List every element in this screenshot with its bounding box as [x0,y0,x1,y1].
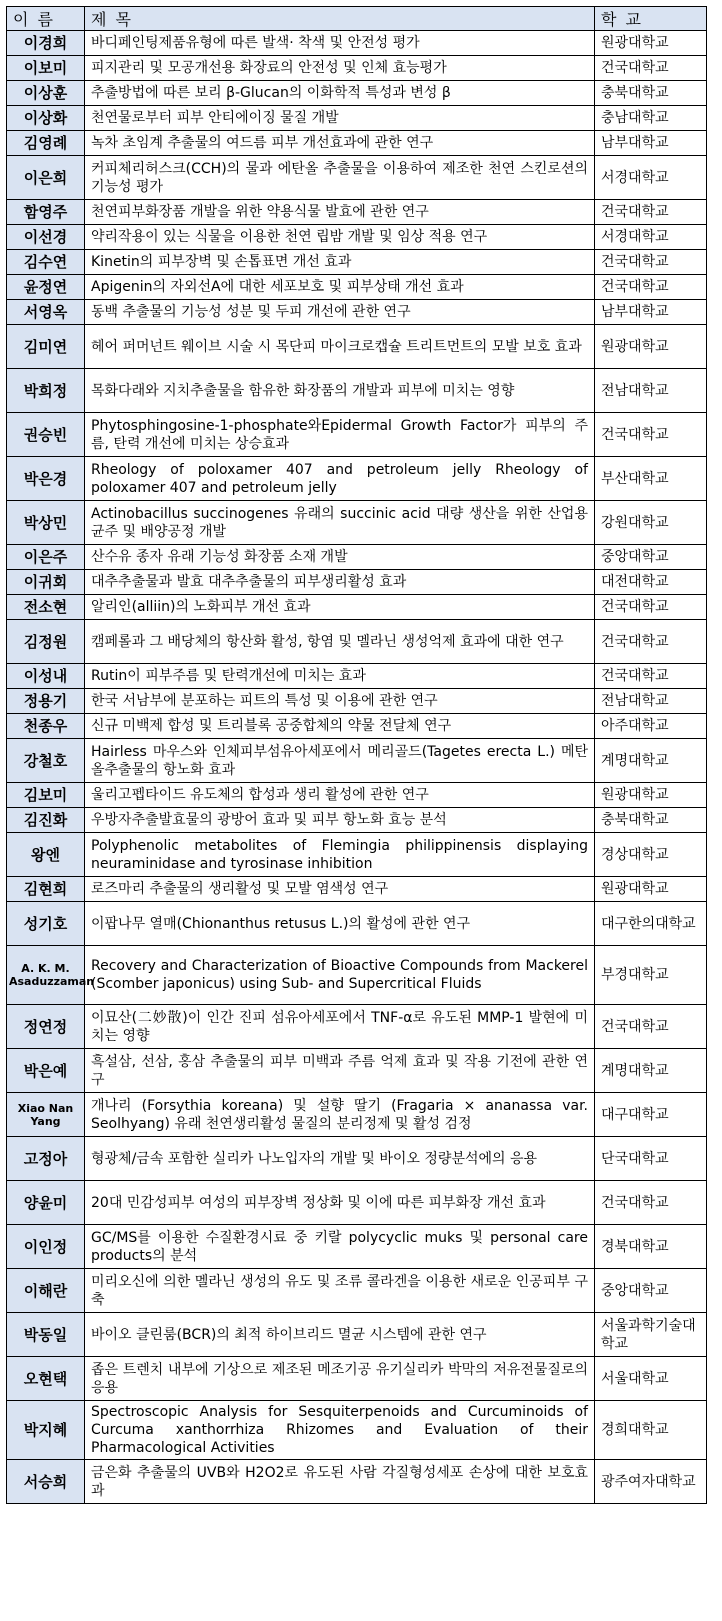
thesis-title: 동백 추출물의 기능성 성분 및 두피 개선에 관한 연구 [85,300,595,325]
thesis-title: 좁은 트렌치 내부에 기상으로 제조된 메조기공 유기실리카 박막의 저유전물질로의 응용 [85,1357,595,1401]
header-name: 이 름 [7,7,85,31]
table-row [7,902,707,946]
school-name: 계명대학교 [595,1049,707,1093]
table-row [7,1313,707,1357]
table-row [7,689,707,714]
thesis-title: 목화다래와 지치추출물을 함유한 화장품의 개발과 피부에 미치는 영향 [85,369,595,413]
author-name: 정연정 [7,1005,85,1049]
school-name: 충북대학교 [595,81,707,106]
table-row [7,156,707,200]
school-name: 전남대학교 [595,689,707,714]
thesis-title: 개나리 (Forsythia koreana) 및 설향 딸기 (Fragaria × ananassa var. Seolhyang) 유래 천연생리활성 물질의 분리정제 및 활성 검정 [85,1093,595,1137]
table-row [7,300,707,325]
thesis-title: Rheology of poloxamer 407 and petroleum jelly Rheology of poloxamer 407 and petroleum jelly [85,457,595,501]
school-name: 건국대학교 [595,664,707,689]
school-name: 원광대학교 [595,877,707,902]
table-row [7,501,707,545]
table-row [7,877,707,902]
table-row [7,1137,707,1181]
thesis-title: 우방자추출발효물의 광방어 효과 및 피부 항노화 효능 분석 [85,808,595,833]
table-header-row [7,7,707,31]
table-row [7,664,707,689]
school-name: 충북대학교 [595,808,707,833]
author-name: 김수연 [7,250,85,275]
school-name: 단국대학교 [595,1137,707,1181]
table-row [7,1401,707,1460]
table-row [7,739,707,783]
thesis-title: 피지관리 및 모공개선용 화장료의 안전성 및 인체 효능평가 [85,56,595,81]
table-row [7,131,707,156]
table-row [7,1357,707,1401]
school-name: 아주대학교 [595,714,707,739]
author-name: 양윤미 [7,1181,85,1225]
thesis-title: 흑설삼, 선삼, 홍삼 추출물의 피부 미백과 주름 억제 효과 및 작용 기전에 관한 연구 [85,1049,595,1093]
author-name: 김진화 [7,808,85,833]
school-name: 강원대학교 [595,501,707,545]
school-name: 원광대학교 [595,325,707,369]
school-name: 전남대학교 [595,369,707,413]
table-row [7,200,707,225]
thesis-title: 커피체리허스크(CCH)의 물과 에탄올 추출물을 이용하여 제조한 천연 스킨로션의 기능성 평가 [85,156,595,200]
school-name: 건국대학교 [595,595,707,620]
thesis-title: 형광체/금속 포함한 실리카 나노입자의 개발 및 바이오 정량분석에의 응용 [85,1137,595,1181]
school-name: 대구대학교 [595,1093,707,1137]
table-row [7,545,707,570]
author-name: 함영주 [7,200,85,225]
author-name: 이귀회 [7,570,85,595]
thesis-title: 추출방법에 따른 보리 β-Glucan의 이화학적 특성과 변성 β [85,81,595,106]
author-name: 김정원 [7,620,85,664]
thesis-title: 녹차 초임계 추출물의 여드름 피부 개선효과에 관한 연구 [85,131,595,156]
table-row [7,1093,707,1137]
author-name: 김영례 [7,131,85,156]
thesis-title: Spectroscopic Analysis for Sesquiterpenoids and Curcuminoids of Curcuma xanthorrhiza Rhizomes and Evaluation of their Pharmacological Activities [85,1401,595,1460]
thesis-title: 이묘산(二妙散)이 인간 진피 섬유아세포에서 TNF-α로 유도된 MMP-1 발현에 미치는 영향 [85,1005,595,1049]
author-name: 박상민 [7,501,85,545]
table-row [7,1225,707,1269]
author-name: 김미연 [7,325,85,369]
table-row [7,106,707,131]
thesis-title: 미리오신에 의한 멜라닌 생성의 유도 및 조류 콜라겐을 이용한 새로운 인공피부 구축 [85,1269,595,1313]
table-row [7,783,707,808]
school-name: 서울과학기술대학교 [595,1313,707,1357]
table-row [7,31,707,56]
author-name: 박지혜 [7,1401,85,1460]
author-name: 오현택 [7,1357,85,1401]
thesis-title: 약리작용이 있는 식물을 이용한 천연 립밤 개발 및 임상 적용 연구 [85,225,595,250]
author-name: 왕엔 [7,833,85,877]
school-name: 건국대학교 [595,413,707,457]
thesis-title: 로즈마리 추출물의 생리활성 및 모발 염색성 연구 [85,877,595,902]
thesis-title: 바디페인팅제품유형에 따른 발색· 착색 및 안전성 평가 [85,31,595,56]
thesis-title: Polyphenolic metabolites of Flemingia philippinensis displaying neuraminidase and tyrosinase inhibition [85,833,595,877]
school-name: 건국대학교 [595,620,707,664]
school-name: 중앙대학교 [595,1269,707,1313]
author-name: 이경희 [7,31,85,56]
thesis-title: 20대 민감성피부 여성의 피부장벽 정상화 및 이에 따른 피부화장 개선 효과 [85,1181,595,1225]
thesis-list [6,6,706,1504]
author-name: 권승빈 [7,413,85,457]
author-name: 이해란 [7,1269,85,1313]
thesis-title: 바이오 클린룸(BCR)의 최적 하이브리드 멸균 시스템에 관한 연구 [85,1313,595,1357]
table-row [7,620,707,664]
table-row [7,833,707,877]
school-name: 건국대학교 [595,275,707,300]
school-name: 남부대학교 [595,131,707,156]
author-name: 이은희 [7,156,85,200]
author-name: Xiao Nan Yang [7,1093,85,1137]
header-school: 학 교 [595,7,707,31]
thesis-table [6,6,707,1504]
author-name: 김현희 [7,877,85,902]
school-name: 건국대학교 [595,250,707,275]
author-name: 이인정 [7,1225,85,1269]
thesis-title: 이팝나무 열매(Chionanthus retusus L.)의 활성에 관한 연구 [85,902,595,946]
table-row [7,946,707,1005]
thesis-title: 한국 서남부에 분포하는 피트의 특성 및 이용에 관한 연구 [85,689,595,714]
thesis-title: Actinobacillus succinogenes 유래의 succinic acid 대량 생산을 위한 산업용 균주 및 배양공정 개발 [85,501,595,545]
school-name: 남부대학교 [595,300,707,325]
table-row [7,457,707,501]
thesis-title: 헤어 퍼머넌트 웨이브 시술 시 목단피 마이크로캡슐 트리트먼트의 모발 보호 효과 [85,325,595,369]
school-name: 건국대학교 [595,1181,707,1225]
school-name: 경상대학교 [595,833,707,877]
school-name: 서울대학교 [595,1357,707,1401]
table-row [7,369,707,413]
table-row [7,1181,707,1225]
author-name: 이은주 [7,545,85,570]
table-row [7,808,707,833]
author-name: 윤정연 [7,275,85,300]
author-name: 서승희 [7,1460,85,1504]
thesis-title: 캠페롤과 그 배당체의 항산화 활성, 항염 및 멜라닌 생성억제 효과에 대한 연구 [85,620,595,664]
table-row [7,1460,707,1504]
school-name: 경희대학교 [595,1401,707,1460]
author-name: 박은예 [7,1049,85,1093]
table-row [7,570,707,595]
school-name: 광주여자대학교 [595,1460,707,1504]
school-name: 대전대학교 [595,570,707,595]
table-row [7,714,707,739]
author-name: A. K. M. Asaduzzaman [7,946,85,1005]
author-name: 이상화 [7,106,85,131]
school-name: 원광대학교 [595,31,707,56]
table-row [7,250,707,275]
school-name: 건국대학교 [595,200,707,225]
table-row [7,325,707,369]
table-row [7,275,707,300]
author-name: 강철호 [7,739,85,783]
thesis-title: 울리고펩타이드 유도체의 합성과 생리 활성에 관한 연구 [85,783,595,808]
author-name: 고정아 [7,1137,85,1181]
thesis-title: Apigenin의 자외선A에 대한 세포보호 및 피부상태 개선 효과 [85,275,595,300]
author-name: 김보미 [7,783,85,808]
school-name: 원광대학교 [595,783,707,808]
table-row [7,56,707,81]
author-name: 박은경 [7,457,85,501]
school-name: 대구한의대학교 [595,902,707,946]
author-name: 이보미 [7,56,85,81]
author-name: 천종우 [7,714,85,739]
header-title: 제 목 [85,7,595,31]
school-name: 계명대학교 [595,739,707,783]
thesis-title: 천연피부화장품 개발을 위한 약용식물 발효에 관한 연구 [85,200,595,225]
thesis-title: Phytosphingosine-1-phosphate와Epidermal Growth Factor가 피부의 주름, 탄력 개선에 미치는 상승효과 [85,413,595,457]
table-row [7,81,707,106]
thesis-title: GC/MS를 이용한 수질환경시료 중 키랄 polycyclic muks 및 personal care products의 분석 [85,1225,595,1269]
school-name: 충남대학교 [595,106,707,131]
table-row [7,413,707,457]
thesis-title: 신규 미백제 합성 및 트리블록 공중합체의 약물 전달체 연구 [85,714,595,739]
thesis-title: Kinetin의 피부장벽 및 손톱표면 개선 효과 [85,250,595,275]
thesis-title: 알리인(alliin)의 노화피부 개선 효과 [85,595,595,620]
school-name: 건국대학교 [595,56,707,81]
author-name: 이성내 [7,664,85,689]
table-row [7,1269,707,1313]
school-name: 부경대학교 [595,946,707,1005]
author-name: 이상훈 [7,81,85,106]
school-name: 부산대학교 [595,457,707,501]
table-row [7,595,707,620]
thesis-title: 금은화 추출물의 UVB와 H2O2로 유도된 사람 각질형성세포 손상에 대한 보호효과 [85,1460,595,1504]
author-name: 정용기 [7,689,85,714]
thesis-title: Hairless 마우스와 인체피부섬유아세포에서 메리골드(Tagetes erecta L.) 메탄올추출물의 항노화 효과 [85,739,595,783]
author-name: 전소현 [7,595,85,620]
school-name: 중앙대학교 [595,545,707,570]
author-name: 성기호 [7,902,85,946]
table-row [7,1005,707,1049]
thesis-title: 천연물로부터 피부 안티에이징 물질 개발 [85,106,595,131]
author-name: 이선경 [7,225,85,250]
school-name: 서경대학교 [595,156,707,200]
table-row [7,225,707,250]
table-row [7,1049,707,1093]
thesis-title: Recovery and Characterization of Bioactive Compounds from Mackerel (Scomber japonicus) using Sub- and Supercritical Fluids [85,946,595,1005]
author-name: 박희정 [7,369,85,413]
school-name: 경북대학교 [595,1225,707,1269]
thesis-title: 산수유 종자 유래 기능성 화장품 소재 개발 [85,545,595,570]
school-name: 서경대학교 [595,225,707,250]
author-name: 박동일 [7,1313,85,1357]
thesis-title: Rutin이 피부주름 및 탄력개선에 미치는 효과 [85,664,595,689]
school-name: 건국대학교 [595,1005,707,1049]
author-name: 서영옥 [7,300,85,325]
thesis-title: 대추추출물과 발효 대추추출물의 피부생리활성 효과 [85,570,595,595]
